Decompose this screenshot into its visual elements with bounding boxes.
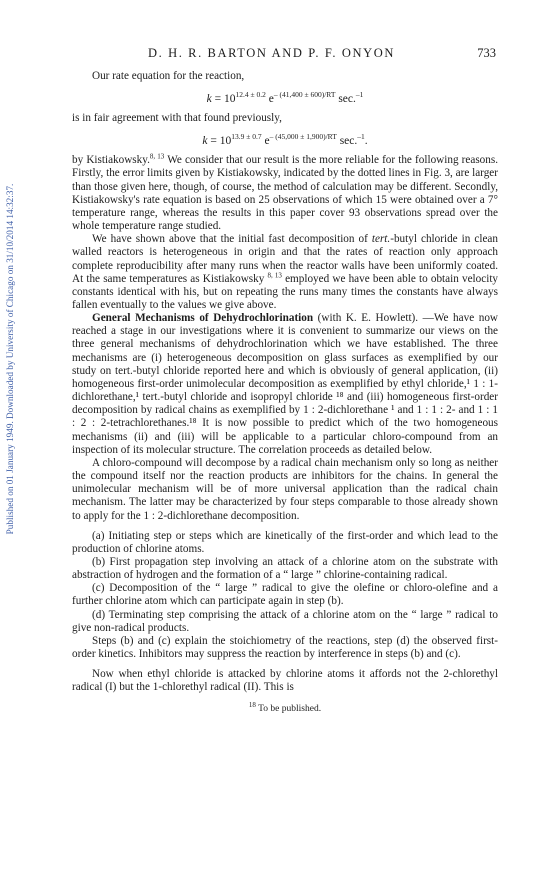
watermark-text: Published on 01 January 1949. Downloaded by University of Chicago on 31/10/2014 14:32:37. xyxy=(5,183,15,535)
para2-ref: 8, 13 xyxy=(267,270,282,279)
eq2-unit: sec. xyxy=(339,135,358,148)
paragraph-heterogeneous xyxy=(72,233,498,312)
para2-italic: tert. xyxy=(371,233,391,246)
eq1-equals: = xyxy=(214,92,222,105)
eq1-e: e xyxy=(268,92,274,105)
eq1-unit-exp: –1 xyxy=(355,90,364,100)
paragraph-reliability xyxy=(72,154,498,233)
footnote xyxy=(72,700,498,716)
agreement-line: is in fair agreement with that found previously, xyxy=(72,112,282,125)
footnote-text: To be published. xyxy=(258,703,322,714)
para1-lead: by Kistiakowsky. xyxy=(72,154,150,167)
eq2-lhs: k xyxy=(202,135,208,148)
eq2-base: 10 xyxy=(219,135,232,148)
eq1-lhs: k xyxy=(206,92,212,105)
eq1-base: 10 xyxy=(223,92,236,105)
paragraph-mechanisms xyxy=(72,312,498,457)
eq2-unit-exp: –1 xyxy=(357,132,365,142)
page-number: 733 xyxy=(477,46,496,60)
rate-equation-1 xyxy=(72,88,498,106)
eq2-trail: . xyxy=(364,135,368,148)
step-b: (b) First propagation step involving an attack of a chlorine atom on the substrate with abstraction of hydrogen and the formation of a “ large ” chlorine-containing radical. xyxy=(72,555,498,582)
para1-text: We consider that our result is the more reliable for the following reasons. Firstly, the error limits given by Kistiakowsky, indicated by the dotted lines in Fig. 3, are larger than those given here, though, of course, the method of calculation may be different. Secondly, Kistiakowsky's rate equation is based on 25 observations of which 15 were obtained over a 7° temperature range, whereas the results in this paper cover 93 observations spread over the whole temperature range studied. xyxy=(72,154,499,233)
section-heading: General Mechanisms of Dehydrochlorination xyxy=(92,312,314,325)
step-c: (c) Decomposition of the “ large ” radical to give the olefine or chloro-olefine and a further chlorine atom which can participate again in step (b). xyxy=(72,582,498,608)
rate-equation-2 xyxy=(72,130,498,148)
article-body xyxy=(72,70,498,716)
step-d: (d) Terminating step comprising the attack of a chlorine atom on the “ large ” radical to give non-radical products. xyxy=(72,608,498,634)
eq1-unit: sec. xyxy=(338,92,356,105)
eq2-equals: = xyxy=(210,135,217,148)
paragraph-ethyl-chloride: Now when ethyl chloride is attacked by chlorine atoms it affords not the 2-chlorethyl radical (I) but the 1-chlorethyl radical (II). This is xyxy=(72,668,498,694)
eq2-exponent: 13.9 ± 0.7 xyxy=(231,132,262,142)
para1-ref: 8, 13 xyxy=(149,152,165,161)
paragraph-radical-chain: A chloro-compound will decompose by a radical chain mechanism only so long as neither the compound itself nor the reaction products are inhibitors for the chains. In general the unimolecular mechanism will be of more universal application than the radical chain mechanism. The latter may be characterized by four steps comparable to those already shown to apply for the 1 : 2-dichlorethane decomposition. xyxy=(72,456,498,522)
steps-summary: Steps (b) and (c) explain the stoichiometry of the reactions, step (d) the observed first-order kinetics. Inhibitors may suppress the reaction by interference in steps (b) and (c). xyxy=(72,634,498,661)
download-watermark xyxy=(3,150,15,570)
footnote-ref: 18 xyxy=(248,700,256,709)
para2-part2: -butyl chloride in clean walled reactors is heterogeneous in origin and that the rates of reaction only approach complete reproducibility after many runs when the reactor walls have been uniformly coated. At the same temperatures as Kistiakowsky xyxy=(72,233,498,285)
step-a: (a) Initiating step or steps which are kinetically of the first-order and which lead to the production of chlorine atoms. xyxy=(72,529,498,555)
eq1-e-exponent: – (41,400 ± 600)/RT xyxy=(273,90,336,100)
running-head: D. H. R. BARTON AND P. F. ONYON xyxy=(148,46,395,60)
para2-part3: employed we have been able to obtain velocity constants identical with his, but on repeating the runs many times the constants have always fallen eventually to the values we give above. xyxy=(72,272,499,311)
page-header xyxy=(0,46,553,62)
para2-part1: We have shown above that the initial fast decomposition of xyxy=(92,233,372,246)
eq2-e-exponent: – (45,000 ± 1,900)/RT xyxy=(269,132,337,142)
para3-text: (with K. E. Howlett). —We have now reached a stage in our investigations where it is convenient to summarize our views on the three general mechanisms of dehydrochlorination which we have established. The three mechanisms are (i) heterogeneous decomposition on glass surfaces as exemplified by our study on tert.-butyl chloride reported here and which is obviously of general application, (ii) homogeneous first-order unimolecular decomposition as exemplified by ethyl chloride,¹ 1 : 1-dichlorethane,¹ tert.-butyl chloride and isopropyl chloride ¹⁸ and (iii) homogeneous first-order decomposition by radical chains as exemplified by 1 : 2-dichlorethane ¹ and 1 : 1 : 2- and 1 : 1 : 2 : 2-tetrachlorethanes.¹⁸ It is now possible to predict which of the two homogeneous mechanisms (ii) and (iii) will be applicable to a particular chloro-compound from an inspection of its molecular structure. The correlation proceeds as detailed below. xyxy=(72,312,498,456)
eq2-e: e xyxy=(264,135,270,148)
intro-line: Our rate equation for the reaction, xyxy=(92,70,245,82)
eq1-exponent: 12.4 ± 0.2 xyxy=(235,90,266,100)
